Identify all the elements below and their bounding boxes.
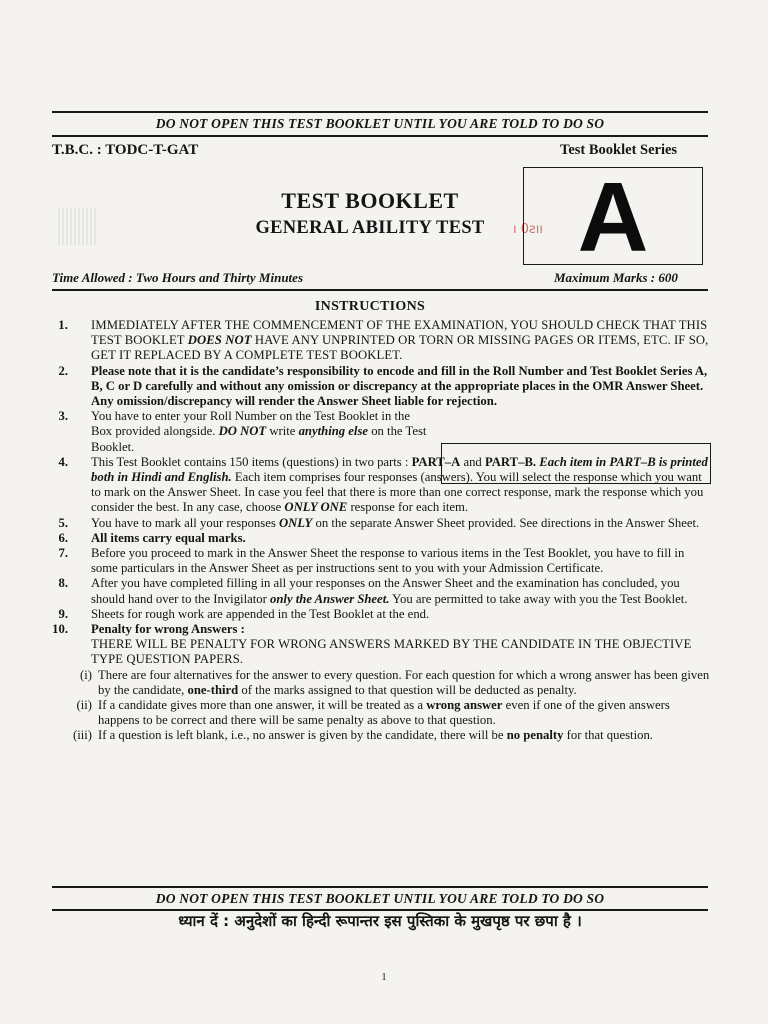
- instructions-heading: INSTRUCTIONS: [314, 299, 426, 314]
- series-letter: A: [577, 162, 649, 272]
- top-warning-banner: DO NOT OPEN THIS TEST BOOKLET UNTIL YOU ARE TOLD TO DO SO: [155, 116, 605, 131]
- sub-item-text: If a question is left blank, i.e., no answer is given by the candidate, there will be: [98, 728, 504, 743]
- maximum-marks: Maximum Marks : 600: [554, 270, 678, 285]
- bottom-warning-banner: DO NOT OPEN THIS TEST BOOKLET UNTIL YOU ARE TOLD TO DO SO: [155, 891, 605, 906]
- item-emphasis: anything else: [298, 424, 369, 439]
- item-text: You have to enter your Roll Number on the Test Booklet in the Box provided alongside.: [91, 409, 410, 439]
- item-text: write: [269, 424, 296, 439]
- item-number: 6.: [58, 530, 68, 545]
- item-number: 2.: [58, 363, 68, 378]
- item-text: Sheets for rough work are appended in the Test Booklet at the end.: [91, 606, 430, 621]
- bottom-rule: [52, 886, 708, 888]
- item-number: 8.: [58, 576, 68, 591]
- sub-item-text: of the marks assigned to that question will be deducted as penalty.: [241, 682, 577, 697]
- sub-item-text: If a candidate gives more than one answer, it will be treated as a: [98, 698, 424, 713]
- sub-item-emphasis: one-third: [187, 682, 239, 697]
- series-label: Test Booklet Series: [560, 142, 678, 158]
- sub-item: [28, 728, 712, 743]
- item-number: 4.: [58, 454, 68, 469]
- list-item: [28, 622, 712, 668]
- item-emphasis: Each item in PART–B is printed both in Hindi and English.: [91, 454, 708, 485]
- item-number: 5.: [58, 515, 68, 530]
- item-text: This Test Booklet contains 150 items (questions) in two parts :: [91, 454, 409, 469]
- booklet-subtitle: GENERAL ABILITY TEST: [255, 218, 485, 238]
- item-text: response for each item.: [350, 500, 469, 515]
- sub-item: [28, 668, 712, 698]
- item-number: 10.: [52, 622, 68, 637]
- list-item: [28, 546, 712, 576]
- sub-item-number: (ii): [76, 698, 92, 713]
- list-item: [28, 364, 712, 410]
- list-item: [28, 516, 712, 531]
- item-text: All items carry equal marks.: [91, 530, 246, 545]
- red-stamp: ı 0ƨıı: [513, 222, 544, 237]
- item-text: on the Test Booklet.: [91, 424, 427, 454]
- scan-artifact: [58, 208, 98, 246]
- item-text: on the separate Answer Sheet provided. See directions in the Answer Sheet.: [315, 515, 700, 530]
- item-number: 3.: [58, 409, 68, 424]
- series-box: [523, 162, 703, 272]
- item-text: After you have completed filling in all your responses on the Answer Sheet and the examination has concluded, you should hand over to the Invigilator: [91, 576, 680, 606]
- sub-item-text: There are four alternatives for the answer to every question. For each question for which a wrong answer has been given by the candidate,: [98, 667, 710, 697]
- penalty-caps: THERE WILL BE PENALTY FOR WRONG ANSWERS MARKED BY THE CANDIDATE IN THE OBJECTIVE TYPE QUESTION PAPERS.: [91, 637, 692, 667]
- item-emphasis: DO NOT: [218, 424, 267, 439]
- item-text: HAVE ANY UNPRINTED OR TORN OR MISSING PAGES OR ITEMS, ETC. IF SO, GET IT REPLACED BY A COMPLETE TEST BOOKLET.: [91, 333, 709, 363]
- item-text: Please note that it is the candidate’s responsibility to encode and fill in the Roll Number and Test Booklet Series A, B, C or D carefully and without any omission or discrepancy at the appropriate places in the OMR Answer Sheet. Any omission/discrepancy will render the Answer Sheet liable for rejection.: [91, 363, 708, 409]
- item-emphasis: PART–B.: [484, 454, 537, 469]
- sub-item-text: even if one of the given answers happens to be correct and there will be same penalty as above to that question.: [98, 698, 670, 728]
- sub-item-emphasis: no penalty: [506, 728, 564, 743]
- item-heading: Penalty for wrong Answers :: [91, 622, 245, 637]
- list-item: [28, 576, 712, 606]
- roll-number-box[interactable]: [441, 443, 711, 484]
- item-number: 1.: [58, 318, 68, 332]
- item-emphasis: DOES NOT: [187, 333, 252, 348]
- top-rule-lower: [52, 135, 708, 137]
- header-rule: [52, 289, 708, 291]
- item-number: 9.: [58, 606, 68, 621]
- hindi-note: ध्यान दें : अनुदेशों का हिन्दी रूपान्तर इस पुस्तिका के मुखपृष्ठ पर छपा है ।: [178, 912, 582, 930]
- item-emphasis: PART–A: [411, 454, 461, 469]
- item-text: Each item comprises four responses (answers). You will select the response which you want to mark on the Answer Sheet. In case you feel that there is more than one correct response, mark the response which you consider the best. In any case, choose: [91, 470, 704, 515]
- item-text: You are permitted to take away with you the Test Booklet.: [392, 591, 688, 606]
- tbc-code: T.B.C. : TODC-T-GAT: [52, 142, 199, 158]
- item-text: You have to mark all your responses: [91, 515, 276, 530]
- sub-item: [28, 698, 712, 728]
- sub-item-number: (iii): [72, 728, 92, 743]
- sub-item-number: (i): [80, 667, 92, 682]
- list-item: [28, 607, 712, 622]
- item-emphasis: ONLY ONE: [284, 500, 348, 515]
- sub-item-text: for that question.: [566, 728, 653, 743]
- list-item: [28, 318, 712, 364]
- item-number: 7.: [58, 546, 68, 561]
- top-rule: [52, 111, 708, 113]
- item-text: and: [463, 454, 482, 469]
- item-text: Before you proceed to mark in the Answer Sheet the response to various items in the Test Booklet, you have to fill in some particulars in the Answer Sheet as per instructions sent to you with your Admission Certificate.: [91, 546, 685, 576]
- instructions-list: [28, 318, 712, 744]
- page-number: 1: [381, 972, 387, 983]
- item-emphasis: only the Answer Sheet.: [270, 591, 390, 606]
- booklet-title: TEST BOOKLET: [281, 188, 459, 213]
- list-item: [28, 531, 712, 546]
- item-emphasis: ONLY: [278, 515, 313, 530]
- sub-item-emphasis: wrong answer: [426, 698, 503, 713]
- item-text: IMMEDIATELY AFTER THE COMMENCEMENT OF THE EXAMINATION, YOU SHOULD CHECK THAT THIS TEST BOOKLET: [91, 318, 708, 348]
- time-allowed: Time Allowed : Two Hours and Thirty Minutes: [52, 270, 303, 285]
